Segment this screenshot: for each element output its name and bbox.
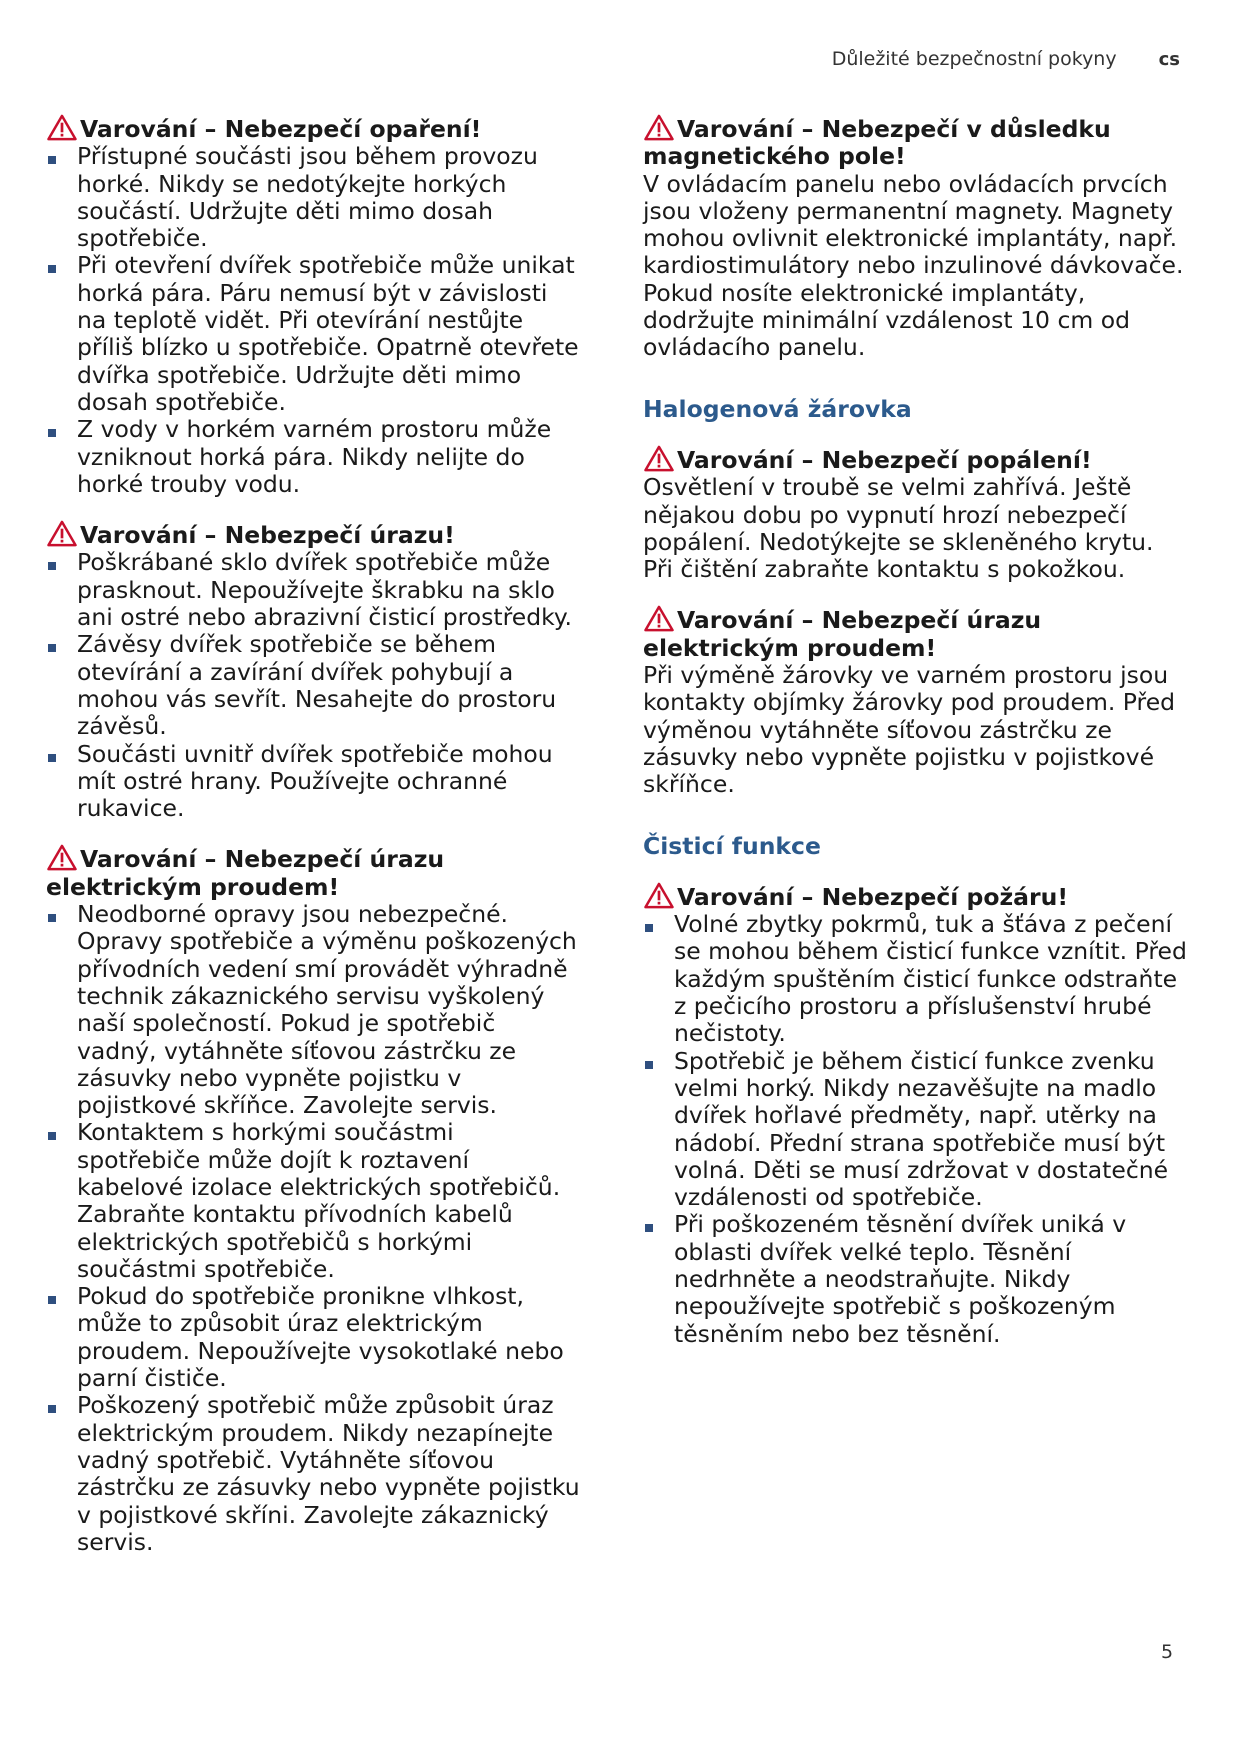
warning-triangle-icon	[46, 114, 78, 141]
list-item: Kontaktem s horkými součástmi spotřebiče může dojít k roztavení kabelové izolace elektrických spotřebičů. Zabraňte kontaktu přívodních kabelů elektrických spotřebičů s horkými součástmi spotřebiče.	[46, 1119, 582, 1283]
bullet-square-icon	[48, 754, 56, 762]
bullet-square-icon	[48, 1405, 56, 1413]
header-title: Důležité bezpečnostní pokyny	[831, 48, 1117, 70]
list-item: Závěsy dvířek spotřebiče se během otevírání a zavírání dvířek pohybují a mohou vás sevřít. Nesahejte do prostoru závěsů.	[46, 631, 582, 740]
warning-title-text: Varování – Nebezpečí popálení!	[677, 445, 1092, 474]
warning-title-text: Varování – Nebezpečí úrazu elektrickým proudem!	[643, 606, 1042, 662]
list-item: Součásti uvnitř dvířek spotřebiče mohou mít ostré hrany. Používejte ochranné rukavice.	[46, 741, 582, 823]
warning-magnetic	[643, 114, 1188, 362]
page-header	[0, 48, 1180, 70]
bullet-square-icon	[48, 1296, 56, 1304]
warning-paragraph: Při výměně žárovky ve varném prostoru jsou kontakty objímky žárovky pod proudem. Před výměnou vytáhněte síťovou zástrčku ze zásuvky nebo vypněte pojistku v pojistkové skříňce.	[643, 661, 1176, 799]
section-heading-halogen: Halogenová žárovka	[643, 394, 912, 423]
right-column	[643, 114, 1188, 1370]
warning-title-text: Varování – Nebezpečí požáru!	[677, 882, 1069, 911]
warning-list	[46, 901, 582, 1556]
warning-title-text: Varování – Nebezpečí v důsledku magnetického pole!	[643, 115, 1111, 171]
warning-halogen-shock	[643, 605, 1188, 798]
list-item: Neodborné opravy jsou nebezpečné. Opravy spotřebiče a výměnu poškozených přívodních vedení smí provádět výhradně technik zákaznického servisu vyškolený naší společností. Pokud je spotřebič vadný, vytáhněte síťovou zástrčku ze zásuvky nebo vypněte pojistku v pojistkové skříňce. Zavolejte servis.	[46, 901, 582, 1119]
warning-triangle-icon	[643, 882, 675, 909]
warning-scald	[46, 114, 582, 498]
warning-burn	[643, 445, 1188, 583]
warning-triangle-icon	[46, 844, 78, 871]
page-number: 5	[1161, 1641, 1174, 1663]
left-column	[46, 114, 582, 1578]
warning-triangle-icon	[46, 520, 78, 547]
warning-triangle-icon	[643, 445, 675, 472]
list-item: Volné zbytky pokrmů, tuk a šťáva z pečení se mohou během čisticí funkce vznítit. Před každým spuštěním čisticí funkce odstraňte z pečicího prostoru a příslušenství hrubé nečistoty.	[643, 911, 1188, 1047]
section-heading-cleaning: Čisticí funkce	[643, 831, 821, 860]
bullet-square-icon	[645, 1061, 653, 1069]
warning-injury	[46, 520, 582, 822]
list-item: Při otevření dvířek spotřebiče může unikat horká pára. Páru nemusí být v závislosti na teplotě vidět. Při otevírání nestůjte příliš blízko u spotřebiče. Opatrně otevřete dvířka spotřebiče. Udržujte děti mimo dosah spotřebiče.	[46, 252, 582, 416]
list-item: Při poškozeném těsnění dvířek uniká v oblasti dvířek velké teplo. Těsnění nedrhněte a neodstraňujte. Nikdy nepoužívejte spotřebič s poškozeným těsněním nebo bez těsnění.	[643, 1211, 1188, 1347]
list-item: Z vody v horkém varném prostoru může vzniknout horká pára. Nikdy nelijte do horké trouby vodu.	[46, 416, 582, 498]
bullet-square-icon	[48, 156, 56, 164]
warning-triangle-icon	[643, 605, 675, 632]
warning-list	[46, 143, 582, 498]
bullet-square-icon	[48, 429, 56, 437]
list-item: Spotřebič je během čisticí funkce zvenku velmi horký. Nikdy nezavěšujte na madlo dvířek hořlavé předměty, např. utěrky na nádobí. Přední strana spotřebiče musí být volná. Děti se musí zdržovat v dostatečné vzdálenosti od spotřebiče.	[643, 1048, 1188, 1212]
list-item: Poškrábané sklo dvířek spotřebiče může prasknout. Nepoužívejte škrabku na sklo ani ostré nebo abrazivní čisticí prostředky.	[46, 549, 582, 631]
warning-title-text: Varování – Nebezpečí úrazu elektrickým proudem!	[46, 845, 445, 901]
warning-title-text: Varování – Nebezpečí opaření!	[80, 115, 482, 143]
list-item: Pokud do spotřebiče pronikne vlhkost, může to způsobit úraz elektrickým proudem. Nepoužívejte vysokotlaké nebo parní čističe.	[46, 1283, 582, 1392]
list-item: Poškozený spotřebič může způsobit úraz elektrickým proudem. Nikdy nezapínejte vadný spotřebič. Vytáhněte síťovou zástrčku ze zásuvky nebo vypněte pojistku v pojistkové skříni. Zavolejte zákaznický servis.	[46, 1392, 582, 1556]
language-code: cs	[1158, 48, 1180, 70]
warning-triangle-icon	[643, 114, 675, 141]
bullet-square-icon	[48, 265, 56, 273]
warning-electric-shock	[46, 844, 582, 1556]
bullet-square-icon	[645, 924, 653, 932]
warning-fire	[643, 882, 1188, 1348]
warning-title-text: Varování – Nebezpečí úrazu!	[80, 521, 455, 550]
warning-paragraph: Osvětlení v troubě se velmi zahřívá. Ještě nějakou dobu po vypnutí hrozí nebezpečí popálení. Nedotýkejte se skleněného krytu. Při čištění zabraňte kontaktu s pokožkou.	[643, 473, 1154, 584]
bullet-square-icon	[48, 644, 56, 652]
warning-list	[46, 549, 582, 822]
bullet-square-icon	[48, 562, 56, 570]
bullet-square-icon	[645, 1224, 653, 1232]
bullet-square-icon	[48, 1132, 56, 1140]
warning-list	[643, 911, 1188, 1348]
list-item: Přístupné součásti jsou během provozu horké. Nikdy se nedotýkejte horkých součástí. Udržujte děti mimo dosah spotřebiče.	[46, 143, 582, 252]
warning-paragraph: V ovládacím panelu nebo ovládacích prvcích jsou vloženy permanentní magnety. Magnety mohou ovlivnit elektronické implantáty, např. kardiostimulátory nebo inzulinové dávkovače. Pokud nosíte elektronické implantáty, dodržujte minimální vzdálenost 10 cm od ovládacího panelu.	[643, 169, 1184, 362]
bullet-square-icon	[48, 914, 56, 922]
